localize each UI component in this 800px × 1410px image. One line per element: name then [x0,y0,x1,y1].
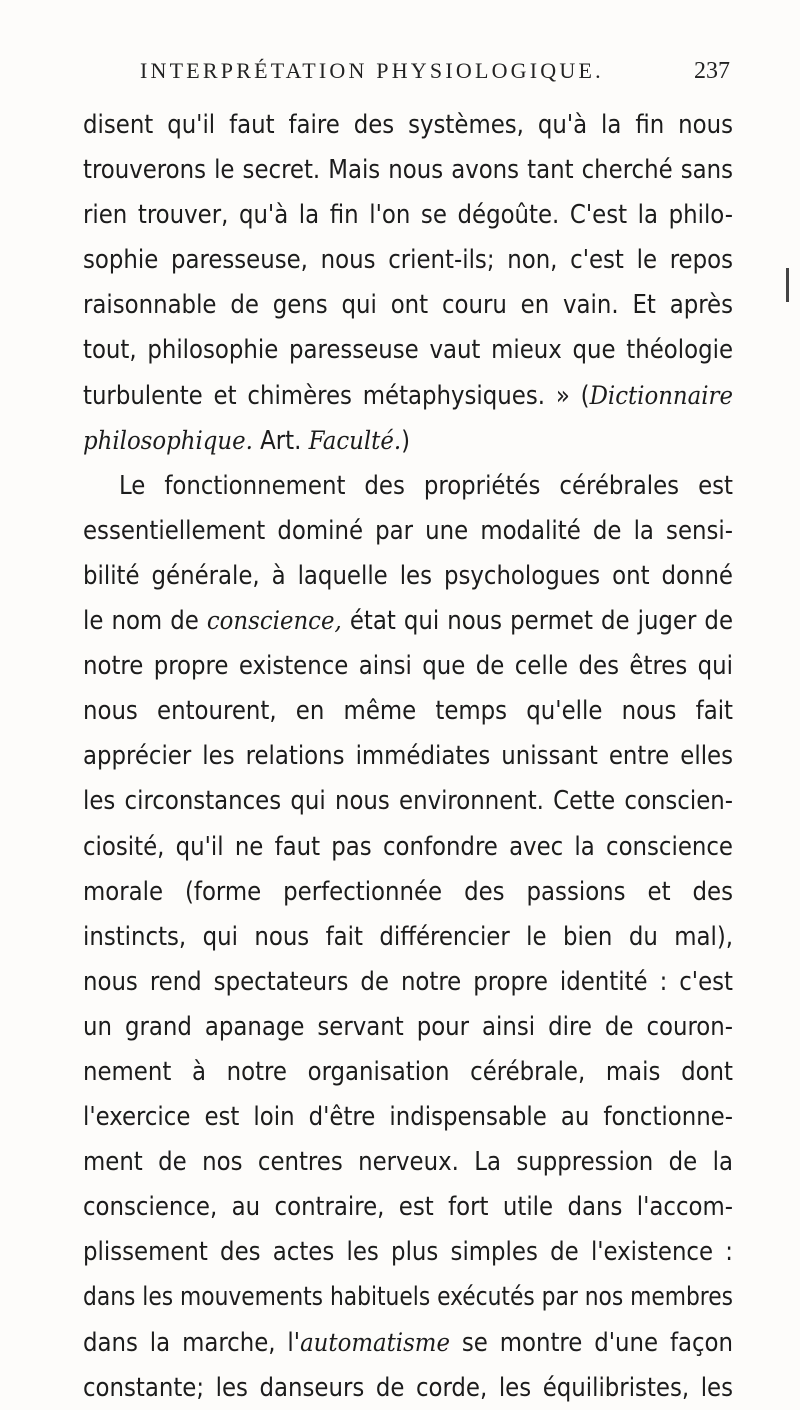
text-line [83,914,733,959]
italic-text: philosophique. [83,424,253,455]
text-line [83,1229,733,1274]
text-line [83,147,733,192]
text-run: rien trouver, qu'à la fin l'on se dégoûte. C'est la philo- [83,199,733,230]
text-run: dans la marche, l' [83,1326,301,1357]
text-line [83,1004,733,1049]
text-run: Art. [252,424,309,455]
text-run: morale (forme perfectionnée des passions et des [83,875,733,906]
text-line [83,598,733,643]
text-run: instincts, qui nous fait différencier le bien du mal), [83,920,733,951]
text-run: sophie paresseuse, nous crient-ils; non, c'est le repos [83,244,733,275]
text-line [83,1049,733,1094]
page-header [140,58,730,94]
text-line [83,553,733,598]
text-run: nous rend spectateurs de notre propre identité : c'est [83,965,733,996]
text-run: se montre d'une façon [449,1326,733,1357]
page-number: 237 [694,58,730,84]
text-run: dans les mouvements habituels exécutés par nos membres [83,1281,733,1312]
text-run: apprécier les relations immédiates unissant entre elles [83,740,733,771]
text-line [83,1320,733,1365]
text-line [83,733,733,778]
margin-mark [786,268,789,302]
text-run: les circonstances qui nous environnent. Cette conscien- [83,785,733,816]
text-run: plissement des actes les plus simples de l'existence : [83,1236,733,1267]
text-line [83,643,733,688]
text-run: le nom de [83,605,207,636]
text-run: état qui nous permet de juger de [341,605,733,636]
text-run: essentiellement dominé par une modalité de la sensi- [83,514,733,545]
body-text [83,102,733,1410]
text-run: bilité générale, à laquelle les psychologues ont donné [83,559,733,590]
text-line [83,237,733,282]
text-run: un grand apanage servant pour ainsi dire de couron- [83,1010,733,1041]
text-line [83,418,733,463]
text-line [83,1094,733,1139]
text-line [83,373,733,418]
running-head: INTERPRÉTATION PHYSIOLOGIQUE. [140,58,604,83]
text-line [83,1274,733,1319]
italic-text: conscience, [206,605,342,636]
text-run: raisonnable de gens qui ont couru en vain. Et après [83,289,733,320]
text-run: notre propre existence ainsi que de celle des êtres qui [83,650,733,681]
text-line [83,1139,733,1184]
text-line [83,102,733,147]
text-line [83,463,733,508]
italic-text: automatisme [300,1326,450,1357]
text-line [83,959,733,1004]
text-line [83,1365,733,1410]
text-line [83,869,733,914]
text-run: nous entourent, en même temps qu'elle nous fait [83,695,733,726]
text-run: ) [401,424,411,455]
text-run: trouverons le secret. Mais nous avons tant cherché sans [83,154,733,185]
italic-text: Dictionnaire [589,379,733,410]
text-line [83,508,733,553]
text-line [83,1184,733,1229]
text-run: tout, philosophie paresseuse vaut mieux que théologie [83,334,733,365]
italic-text: Faculté. [308,424,402,455]
text-line [83,327,733,372]
text-run: ment de nos centres nerveux. La suppression de la [83,1146,733,1177]
text-line [83,824,733,869]
text-line [83,282,733,327]
text-line [83,778,733,823]
text-line [83,688,733,733]
text-run: disent qu'il faut faire des systèmes, qu'à la fin nous [83,109,733,139]
text-run: nement à notre organisation cérébrale, mais dont [83,1055,733,1086]
text-run: constante; les danseurs de corde, les équilibristes, les [83,1371,733,1402]
text-run: conscience, au contraire, est fort utile dans l'accom- [83,1191,733,1222]
text-line [83,192,733,237]
text-run: turbulente et chimères métaphysiques. » ( [83,379,590,410]
text-run: l'exercice est loin d'être indispensable au fonctionne- [83,1101,733,1132]
text-run: ciosité, qu'il ne faut pas confondre avec la conscience [83,830,733,861]
text-run: Le fonctionnement des propriétés cérébrales est [119,469,733,500]
